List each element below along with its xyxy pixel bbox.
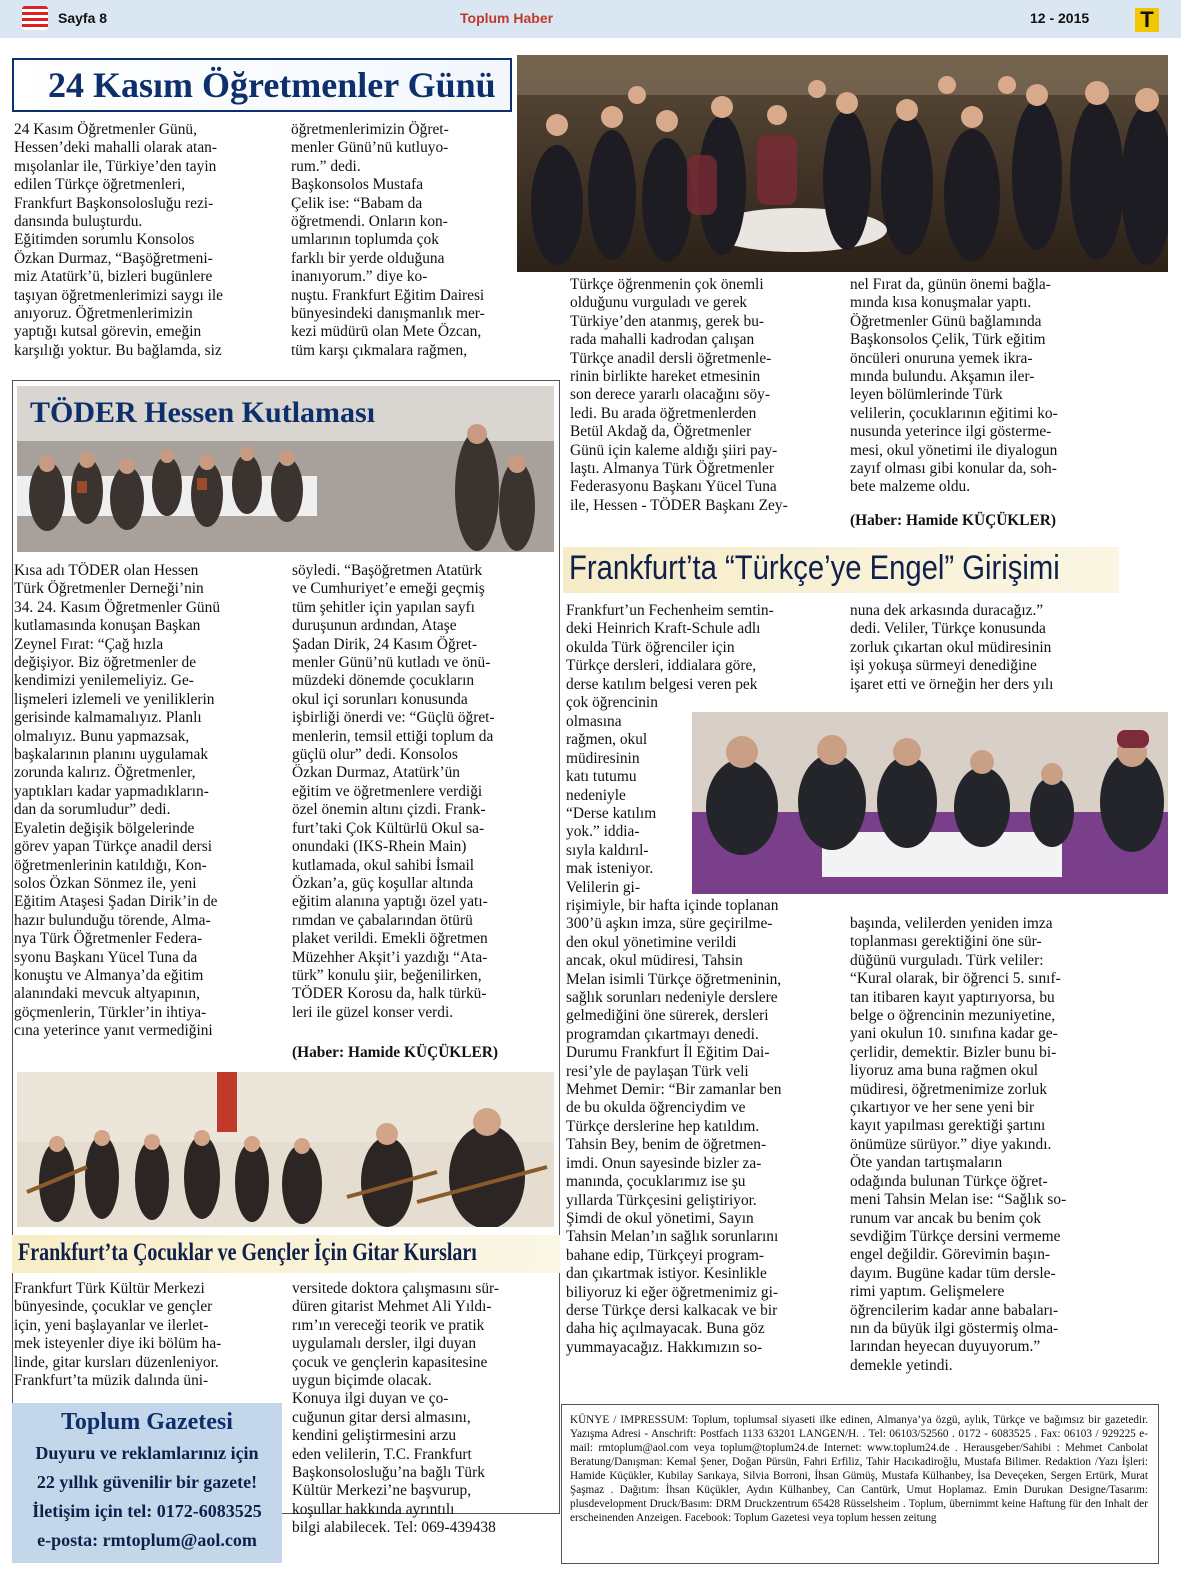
article1-title: 24 Kasım Öğretmenler Günü (48, 65, 496, 105)
toder-col1: Kısa adı TÖDER olan Hessen Türk Öğretmenler Derneği’nin 34. 24. Kasım Öğretmenler Günü kutlamasında konuşan Başkan Zeynel Fırat: “Çağ hızla değişiyor. Biz öğretmenler de kendimizi yenilemeliyiz. Ge- lişmeleri izlemeli ve yeniliklerin gerisinde kalmamalıyız. Planlı olmalıyız. Bunu yapmazsak, başkalarının planını uygulamak zorunda kalırız. Öğretmenler, yaptıkları kadar yapmadıkların- dan da sorumludur” dedi. Eyaletin değişik bölgelerinde görev yapan Türkçe anadil dersi öğretmenlerinin katıldığı, Kon- solos Özkan Sönmez ile, yeni Eğitim Ataşesi Şadan Dirik’in de hazır bulunduğu törende, Alma- nya Türk Öğretmenler Federa- syonu Başkanı Yücel Tuna da konuştu ve Almanya’da eğitim alanındaki mevcuk altyapının, göçmenlerin, Türkler’in ihtiya- cına yeterince yanıt vermediğini (14, 562, 221, 1040)
musicians-photo (17, 1072, 554, 1227)
article3-title: Frankfurt’ta “Türkçe’ye Engel” Girişimi (569, 549, 1060, 587)
toplum-logo-badge: T (1135, 8, 1159, 32)
hessen-flag-icon (22, 6, 48, 30)
article4-col2: versitede doktora çalışmasını sür- düren gitarist Mehmet Ali Yıldı- rım’ın vereceği teorik ve pratik uygulamalı dersler, ilgi duyan çocuk ve gençlerin kapasitesine uygun biçimde olacak. Konuya ilgi duyan ve ço- cuğunun gitar dersi almasını, kendini geliştirmesini arzu eden velilerin, T.C. Frankfurt Başkonsolosluğu’na bağlı Türk Kültür Merkezi’ne başvurup, koşullar hakkında ayrıntılı bilgi alabilecek. Tel: 069-439438 (292, 1280, 499, 1537)
article3-col2a: nuna dek arkasında duracağız.” dedi. Veliler, Türkçe konusunda zorluk çıkartan okul müdiresinin işi yokuşa sürmeyi denediğine işaret etti ve örneğin her ders yılı (850, 602, 1054, 693)
issue-date: 12 - 2015 (1030, 10, 1090, 26)
article1-col2: öğretmenlerimizin Öğret- menler Günü’nü kutluyo- rum.” dedi. Başkonsolos Mustafa Çelik ise: “Babam da öğretmendi. Onların kon- umlarının toplumda çok farklı bir yerde olduğuna inanıyorum.” diye ko- nuştu. Frankfurt Eğitim Dairesi bünyesindeki danışmanlık mer- kezi müdürü olan Mete Özcan, tüm karşı çıkmalara rağmen, (291, 121, 485, 359)
ad-email: e-posta: rmtoplum@aol.com (37, 1530, 257, 1550)
parents-meeting-photo (692, 712, 1168, 894)
article1-col4: nel Fırat da, günün önemi bağla- mında kısa konuşmalar yaptı. Öğretmenler Günü bağlamında Başkonsolos Çelik, Türk eğitim öncüleri onuruna yemek ikra- mında bulundu. Akşamın iler- leyen bölümlerinde Türk velilerin, çocuklarının eğitimi ko- nusunda yeterince ilgi gösterme- mesi, okul yönetimi ile diyalogun zayıf olması gibi konular da, soh- bete malzeme oldu. (850, 276, 1058, 496)
article3-col1c: rişimiyle, bir hafta içinde toplanan 300’ü aşkın imza, süre geçirilme- den okul yönetimine verildi ancak, okul müdiresi, Tahsin Melan isimli Türkçe öğretmeninin, sağlık sorunları nedeniyle derslere gelmediğini öne sürerek, dersleri programdan çıkartmayı denedi. Durumu Frankfurt İl Eğitim Dai- resi’yle de paylaşan Türk veli Mehmet Demir: “Bir zamanlar ben de bu okulda öğrenciydim ve Türkçe derslerine hep katıldım. Tahsin Bey, benim de öğretmen- imdi. Onun sayesinde bizler za- manında, çocuklarımız ise şu yıllarda Türkçesini geliştiriyor. Şimdi de okul yönetimi, Sayın Tahsin Melan’ın sağlık sorunlarını bahane edip, Türkçeyi program- dan çıkartmak istiyor. Kesinlikle biliyoruz ki eğer öğretmenimiz gi- derse Türkçe dersi kalkacak ve bir daha hiç açılmayacak. Buna göz yummayacağız. Hakkımızın so- (566, 897, 782, 1356)
article3-col1b: olmasına rağmen, okul müdiresinin katı tutumu nedeniyle “Derse katılım yok.” iddia- sıyla kaldırıl- mak isteniyor. Velilerin gi- (566, 713, 657, 896)
ad-line2: 22 yıllık güvenilir bir gazete! (36, 1472, 258, 1492)
article3-col2b: başında, velilerden yeniden imza toplanması gerektiğini öne sür- düğünü vurguladı. Türk veliler: “Kural olarak, bir öğrenci 5. sınıf- tan itibaren kayıt yaptırıyorsa, bu belge o öğrencinin mezuniyetine, yani okulun 10. sınıfına kadar ge- çerlidir, demektir. Bizler bunu bi- liyoruz ama buna rağmen okul müdiresi, öğretmenimize zorluk çıkartıyor ve her sene yeni bir kayıt yapılması gerektiği şartını önümüze sürüyor.” diye yakındı. Öte yandan tartışmaların odağında bulunan Türkçe öğret- meni Tahsin Melan ise: “Sağlık so- runum var ancak bu benim çok sevdiğim Türkçe dersini vermeme engel değildir. Görevimin başın- dayım. Bugüne kadar tüm dersle- rimi yaptım. Gelişmelere öğrencilerim kadar anne babaları- nın da büyük ilgi göstermiş olma- larından heyecan duyuyorum.” demekle yetindi. (850, 915, 1067, 1374)
article3-title-box (563, 547, 1119, 593)
ad-phone: İletişim için tel: 0172-6083525 (32, 1501, 262, 1521)
teachers-day-group-photo (517, 55, 1168, 272)
article4-col1: Frankfurt Türk Kültür Merkezi bünyesinde, çocuklar ve gençler için, yeni başlayanlar ve ilerlet- mek isteyenler diye iki bölüm ha- linde, gitar kursları düzenleniyor. Frankfurt’ta müzik dalında üni- (14, 1280, 222, 1390)
newspaper-ad-box (12, 1403, 282, 1563)
ad-line1: Duyuru ve reklamlarınız için (35, 1443, 259, 1463)
toder-credit: (Haber: Hamide KÜÇÜKLER) (292, 1044, 499, 1061)
article4-title: Frankfurt’ta Çocuklar ve Gençler İçin Gitar Kursları (18, 1239, 477, 1266)
article1-title-box (12, 58, 512, 112)
impressum-text: KÜNYE / IMPRESSUM: Toplum, toplumsal siyaseti ilke edinen, Almanya’ya özgü, aylık, Türkçe ve bağımsız bir gazetedir. Yazışma Adresi - Anschrift: Postfach 1133 63201 LANGEN/H. . Tel: 06103/52560 . 0172 - 6083525 . Fax: 06103 / 929225 e-mail: rmtoplum@aol.com veya toplum@toplum24.de Internet: www.toplum24.de . Herausgeber/Sahibi : Mehmet Canbolat Beratung/Danışman: Kemal Şener, Doğan Pürsün, Fahri Erfiliz, Tahir Hacıkadiroğlu, Mustafa Bilimer. Redaktion /Yazı İşleri: Hamide Küçükler, Kubilay Sarıkaya, Silvia Borroni, İhsan Gümüş, Mustafa Külhanbey, İsa Deveçeken, Sergen Ertürk, Murat Şaşmaz . Dağıtım: İhsan Küçükler, Aydın Külhanbey, Can Cantürk, Umut Hoplamaz. Emin Durukan Designe/Tasarım: plusdevelopment Druck/Basım: DRM Druckzentrum 65428 Rüsselsheim . Toplum, übernimmt keine Haftung für den Inhalt der erscheinenden Anzeigen. Facebook: Toplum Gazetesi veya toplum hessen zeitung (570, 1414, 1148, 1524)
article1-col1: 24 Kasım Öğretmenler Günü, Hessen’deki mahalli olarak atan- mışolanlar ile, Türkiye’den tayin edilen Türkçe öğretmenleri, Frankfurt Başkonsolosluğu rezi- dansında buluşturdu. Eğitimden sorumlu Konsolos Özkan Durmaz, “Başöğretmeni- miz Atatürk’ü, bizleri bugünlere taşıyan öğretmenlerimizi saygı ile anıyoruz. Öğretmenlerimizin yaptığı kutsal görevin, emeğin karşılığı yoktur. Bu bağlamda, siz (14, 121, 223, 359)
article1-col3: Türkçe öğrenmenin çok önemli olduğunu vurguladı ve gerek Türkiye’den atanmış, gerek bu- rada mahalli kadrodan çalışan Türkçe anadil dersli öğretmenle- rinin birlikte hareket etmesinin son derece yararlı olacağını söy- ledi. Bu arada öğretmenlerden Betül Akdağ da, Öğretmenler Günü için kaleme aldığı şiiri pay- laştı. Almanya Türk Öğretmenler Federasyonu Başkanı Yücel Tuna ile, Hessen - TÖDER Başkanı Zey- (570, 276, 788, 514)
ad-title: Toplum Gazetesi (61, 1409, 233, 1435)
page-number: Sayfa 8 (58, 10, 108, 26)
page-header (0, 0, 1181, 38)
article4-title-box (12, 1235, 560, 1273)
article3-col1a: Frankfurt’un Fechenheim semtin- deki Heinrich Kraft-Schule adlı okulda Türk öğrenciler için Türkçe dersleri, iddialara göre, derse katılım belgesi veren pek çok öğrencinin (566, 602, 774, 712)
article1-credit: (Haber: Hamide KÜÇÜKLER) (850, 512, 1057, 529)
toder-col2: söyledi. “Başöğretmen Atatürk ve Cumhuriyet’e emeği geçmiş tüm şehitler için yapılan sayfı duruşunun ardından, Ataşe Şadan Dirik, 24 Kasım Öğret- menler Günü’nü kutladı ve önü- müzdeki dönemde çocukların okul içi sorunları konusunda işbirliği önerdi ve: “Güçlü öğret- menlerin, temsil ettiği toplum da güçlü olur” dedi. Konsolos Özkan Durmaz, Atatürk’ün eğitim ve öğretmenlere verdiği özel önemin altını çizdi. Frank- furt’taki Çok Kültürlü Okul sa- onundaki (IKS-Rhein Main) kutlamada, okul sahibi İsmail Özkan’a, güç koşullar altında eğitim alanına yaptığı özel yatı- rımdan ve çabalarından ötürü plaket verildi. Emekli öğretmen Müzehher Akşit’i yazdığı “Ata- türk” konulu şiir, beğenilirken, TÖDER Korosu da, halk türkü- leri ile güzel konser verdi. (292, 562, 495, 1021)
paper-name: Toplum Haber (460, 10, 554, 26)
toder-article-title: TÖDER Hessen Kutlaması (30, 396, 376, 429)
impressum-box (561, 1404, 1159, 1564)
